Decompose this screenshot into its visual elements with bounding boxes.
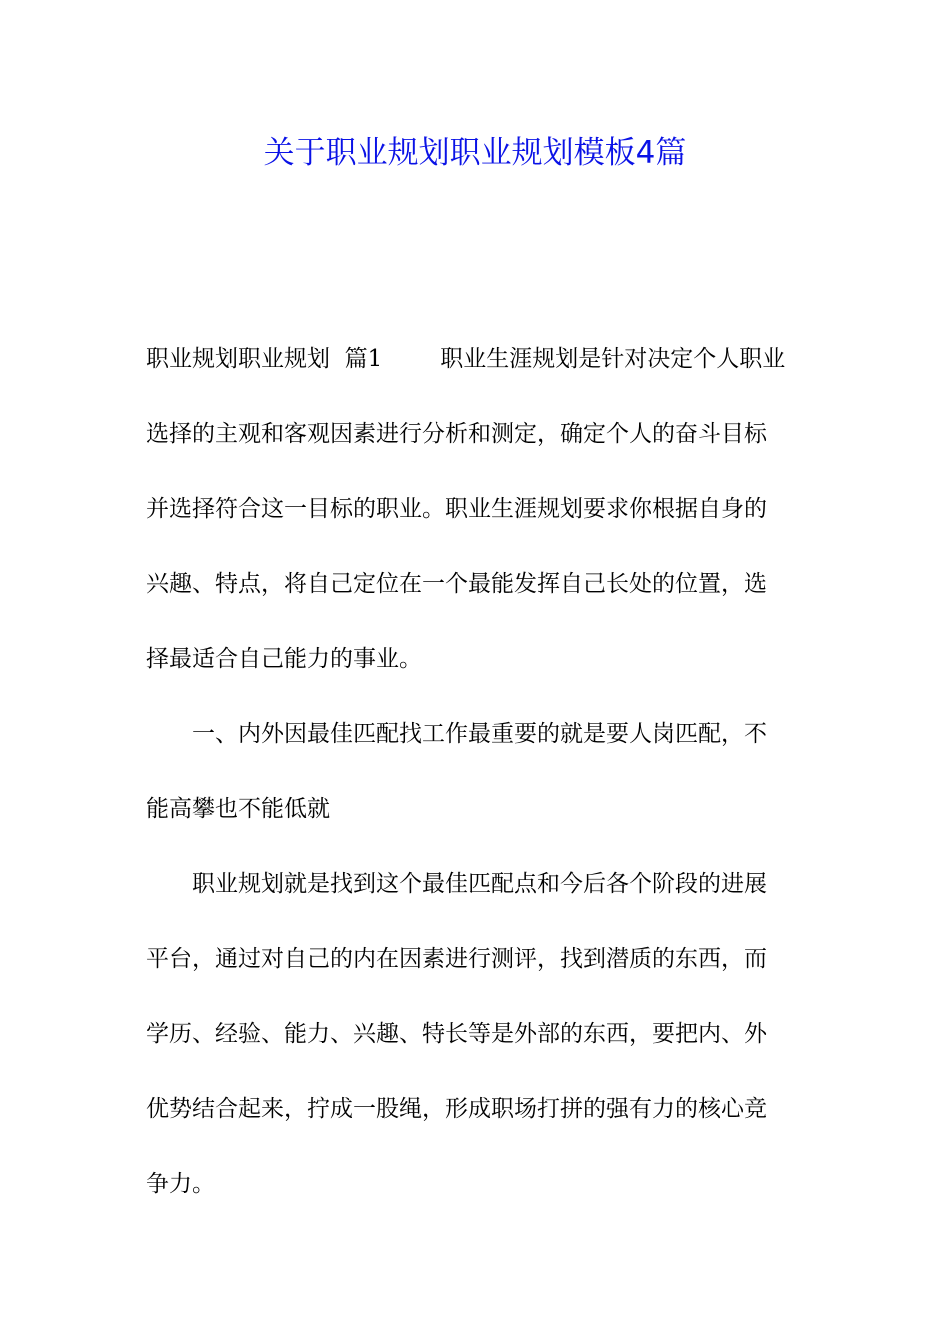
paragraph-1-line-3: 并选择符合这一目标的职业。职业生涯规划要求你根据自身的 bbox=[146, 496, 767, 522]
paragraph-1-line-4: 兴趣、特点，将自己定位在一个最能发挥自己长处的位置，选 bbox=[146, 571, 767, 597]
paragraph-3-line-5: 争力。 bbox=[146, 1171, 215, 1197]
paragraph-3-line-3: 学历、经验、能力、兴趣、特长等是外部的东西，要把内、外 bbox=[146, 1021, 767, 1047]
paragraph-2-line-1: 一、内外因最佳匹配找工作最重要的就是要人岗匹配，不 bbox=[192, 721, 767, 747]
paragraph-1-line-5: 择最适合自己能力的事业。 bbox=[146, 646, 422, 672]
section-heading: 职业规划职业规划 篇1 bbox=[146, 346, 383, 372]
paragraph-1-line-1 bbox=[146, 322, 810, 397]
paragraph-3-line-1: 职业规划就是找到这个最佳匹配点和今后各个阶段的进展 bbox=[192, 871, 767, 897]
paragraph-2-line-2: 能高攀也不能低就 bbox=[146, 796, 330, 822]
document-body bbox=[146, 322, 810, 1222]
paragraph-1-line-2: 选择的主观和客观因素进行分析和测定，确定个人的奋斗目标 bbox=[146, 421, 767, 447]
paragraph-1-text: 职业生涯规划是针对决定个人职业 bbox=[440, 346, 786, 372]
document-title: 关于职业规划职业规划模板4篇 bbox=[263, 135, 687, 171]
paragraph-3-line-4: 优势结合起来，拧成一股绳，形成职场打拼的强有力的核心竞 bbox=[146, 1096, 767, 1122]
paragraph-3-line-2: 平台，通过对自己的内在因素进行测评，找到潜质的东西，而 bbox=[146, 946, 767, 972]
